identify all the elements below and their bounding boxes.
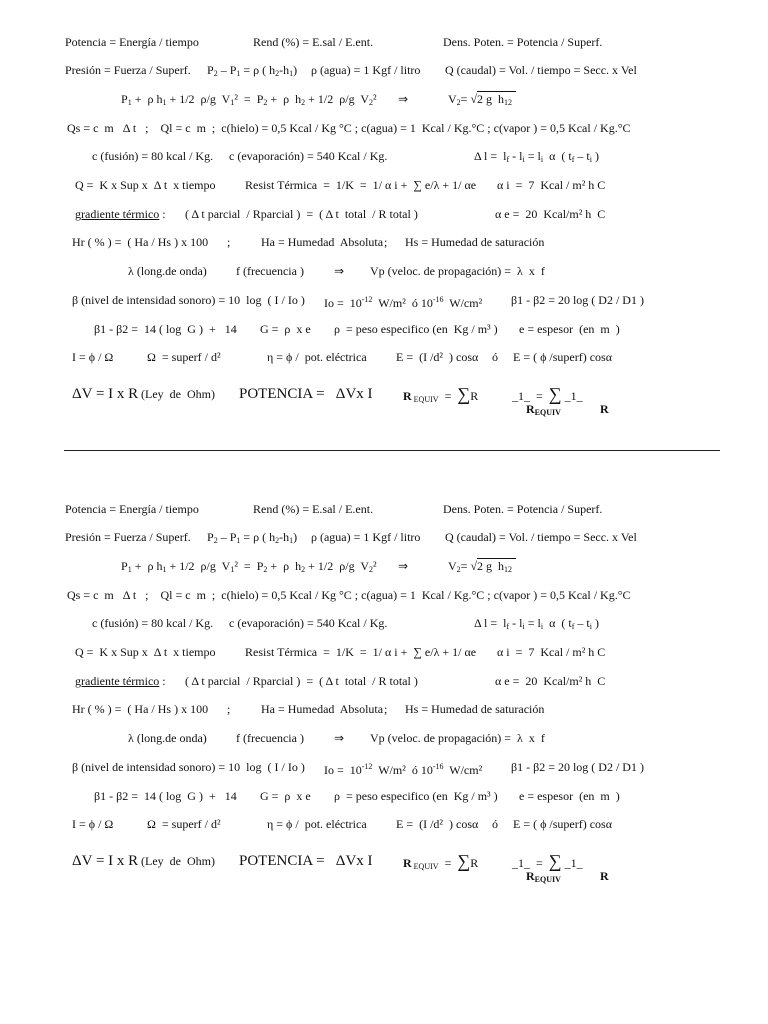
formula-rendimiento-luminoso: η = ϕ / pot. eléctrica: [267, 817, 367, 831]
formula-intensidad-referencia: [324, 759, 482, 778]
implies-arrow-icon: ⇒: [398, 559, 409, 573]
formula-peso-especifico: ρ = peso especifico (en Kg / m³ ): [334, 789, 498, 803]
denominador-r: R: [600, 869, 609, 883]
formula-rendimiento-luminoso: η = ϕ / pot. eléctrica: [267, 350, 367, 364]
formula-torricelli: [448, 91, 516, 111]
formula-presion: Presión = Fuerza / Superf.: [65, 63, 191, 77]
formula-text: 2: [213, 536, 218, 545]
formula-text: ): [293, 530, 298, 544]
formula-ley-ohm: ΔV = I x R: [72, 386, 139, 402]
formula-nivel-sonoro: β (nivel de intensidad sonoro) = 10 log ( I / Io ): [72, 760, 305, 774]
formula-angulo-solido: Ω = superf / d²: [147, 350, 221, 364]
separator: ;: [227, 235, 231, 249]
formula-line-11: [0, 321, 768, 337]
denominador-requiv: [526, 402, 561, 417]
formula-text: _1_ =: [512, 389, 549, 403]
formula-text: =: [438, 389, 458, 403]
formula-text: 1: [230, 565, 235, 574]
formula-text: - l: [509, 149, 523, 163]
formula-text: = √: [460, 559, 478, 573]
denominador-requiv: [526, 869, 561, 884]
formula-resistencia-serie: [403, 851, 478, 877]
formula-iluminancia: E = (I /d² ) cosα: [396, 817, 479, 831]
formula-line-11: [0, 788, 768, 804]
formula-text: i: [522, 155, 525, 164]
formula-text: 2: [456, 565, 461, 574]
formula-text: 2: [275, 69, 280, 78]
formula-alfa-e: α e = 20 Kcal/m² h C: [495, 674, 606, 688]
formula-gradiente: ( Δ t parcial / Rparcial ) = ( Δ t total / R total ): [185, 207, 418, 221]
formula-potencia: Potencia = Energía / tiempo: [65, 502, 199, 516]
formula-text: gradiente térmico: [75, 674, 160, 688]
formula-masa-superficial: G = ρ x e: [260, 789, 311, 803]
formula-text: -h: [279, 530, 290, 544]
formula-text: ² = P: [234, 559, 264, 573]
formula-text: 1: [162, 98, 167, 107]
formula-text: ∑: [548, 384, 562, 404]
formula-text: 2 g h: [477, 559, 505, 573]
formula-text: + 1/2 ρ/g V: [305, 92, 370, 106]
formula-text: 2: [369, 98, 374, 107]
formula-text: P: [121, 92, 128, 106]
formula-text: W/cm²: [443, 296, 483, 310]
formula-humedad-absoluta: Ha = Humedad Absoluta: [261, 235, 384, 249]
formula-longitud-onda: λ (long.de onda): [128, 731, 207, 745]
formula-iluminancia-flujo: E = ( ϕ /superf) cosα: [513, 350, 613, 364]
formula-line-5: [0, 615, 768, 631]
formula-text: i: [522, 622, 525, 631]
formula-text: :: [159, 207, 166, 221]
formula-humedad-saturacion: Hs = Humedad de saturación: [405, 235, 545, 249]
formula-espesor: e = espesor (en m ): [519, 789, 620, 803]
formula-line-1: [0, 34, 768, 50]
formula-intensidad-luminosa: I = ϕ / Ω: [72, 350, 114, 364]
formula-aislamiento: β1 - β2 = 14 ( log G ) + 14: [94, 322, 237, 336]
formula-line-9: [0, 263, 768, 279]
formula-text: W/m² ó 10: [372, 763, 433, 777]
formula-text: 2: [263, 98, 268, 107]
formula-calor-fusion: c (fusión) = 80 kcal / Kg.: [92, 616, 214, 630]
formula-text: = ρ ( h: [240, 530, 276, 544]
formula-text: f: [571, 622, 575, 631]
formula-bernoulli: [121, 558, 377, 578]
formula-text: W/m² ó 10: [372, 296, 433, 310]
formula-text: + ρ h: [267, 92, 302, 106]
formula-text: P: [207, 63, 214, 77]
formula-frecuencia: f (frecuencia ): [236, 264, 304, 278]
formula-line-10: [0, 292, 768, 308]
formula-text: V: [448, 92, 457, 106]
formula-text: f: [506, 622, 510, 631]
formula-text: - l: [509, 616, 523, 630]
formula-humedad-relativa: Hr ( % ) = ( Ha / Hs ) x 100: [72, 702, 209, 716]
formula-resistencia-termica: Resist Térmica = 1/K = 1/ α i + ∑ e/λ + 1/ αe: [245, 178, 477, 192]
formula-espesor: e = espesor (en m ): [519, 322, 620, 336]
formula-alfa-i: α i = 7 Kcal / m² h C: [497, 178, 606, 192]
separator: ;: [227, 702, 231, 716]
formula-line-3: [0, 91, 768, 107]
formula-text: _1_ =: [512, 856, 549, 870]
formula-conduccion: Q = K x Sup x Δ t x tiempo: [75, 178, 216, 192]
formula-text: ): [591, 616, 599, 630]
formula-line-6: [0, 644, 768, 660]
formula-text: + 1/2 ρ/g V: [166, 92, 231, 106]
formula-text: Io = 10: [324, 296, 362, 310]
formula-text: 2: [301, 565, 306, 574]
gradiente-termico-label: [75, 206, 166, 222]
formula-text: -12: [361, 295, 373, 304]
formula-text: 2: [263, 565, 268, 574]
formula-text: 12: [504, 565, 513, 574]
formula-humedad-absoluta: Ha = Humedad Absoluta: [261, 702, 384, 716]
formula-text: ∑: [457, 851, 471, 871]
formula-alfa-i: α i = 7 Kcal / m² h C: [497, 645, 606, 659]
formula-text: 2: [301, 98, 306, 107]
formula-densidad-agua: ρ (agua) = 1 Kgf / litro: [311, 63, 421, 77]
formula-ley-ohm-label: (Ley de Ohm): [141, 854, 215, 868]
formula-line-2: [0, 529, 768, 545]
formula-line-8: [0, 234, 768, 250]
formula-calor: Qs = c m Δ t ; Ql = c m ; c(hielo) = 0,5 Kcal / Kg °C ; c(agua) = 1 Kcal / Kg.°C ; c(vapor ) = 0,5 Kcal / Kg.°C: [67, 121, 631, 135]
formula-masa-superficial: G = ρ x e: [260, 322, 311, 336]
formula-conduccion: Q = K x Sup x Δ t x tiempo: [75, 645, 216, 659]
formula-text: + ρ h: [267, 559, 302, 573]
formula-intensidad-referencia: [324, 292, 482, 311]
formula-text: gradiente térmico: [75, 207, 160, 221]
formula-line-12: [0, 816, 768, 832]
formula-text: ): [293, 63, 298, 77]
formula-humedad-relativa: Hr ( % ) = ( Ha / Hs ) x 100: [72, 235, 209, 249]
formula-calor: Qs = c m Δ t ; Ql = c m ; c(hielo) = 0,5 Kcal / Kg °C ; c(agua) = 1 Kcal / Kg.°C ; c(vapor ) = 0,5 Kcal / Kg.°C: [67, 588, 631, 602]
formula-text: 2: [456, 98, 461, 107]
formula-text: ² = P: [234, 92, 264, 106]
formula-text: + ρ h: [131, 92, 163, 106]
formula-iluminancia: E = (I /d² ) cosα: [396, 350, 479, 364]
formula-line-12: [0, 349, 768, 365]
formula-text: i: [540, 155, 544, 164]
formula-text: = ρ ( h: [240, 63, 276, 77]
formula-text: R: [403, 389, 412, 403]
formula-text: f: [506, 155, 510, 164]
formula-longitud-onda: λ (long.de onda): [128, 264, 207, 278]
formula-line-4: [0, 120, 768, 136]
formula-gradiente: ( Δ t parcial / Rparcial ) = ( Δ t total / R total ): [185, 674, 418, 688]
formula-text: Δ l = l: [474, 616, 507, 630]
implies-arrow-icon: ⇒: [334, 731, 345, 745]
formula-text: + ρ h: [131, 559, 163, 573]
formula-densidad-agua: ρ (agua) = 1 Kgf / litro: [311, 530, 421, 544]
formula-text: i: [589, 155, 592, 164]
formula-humedad-saturacion: Hs = Humedad de saturación: [405, 702, 545, 716]
formula-line-2: [0, 62, 768, 78]
formula-resistencia-termica: Resist Térmica = 1/K = 1/ α i + ∑ e/λ + 1/ αe: [245, 645, 477, 659]
formula-line-13: [0, 384, 768, 404]
formula-text: ∑: [548, 851, 562, 871]
formula-text: P: [207, 530, 214, 544]
formula-text: Δ l = l: [474, 149, 507, 163]
connector-o: ó: [492, 350, 498, 364]
formula-text: :: [159, 674, 166, 688]
formula-text: -16: [432, 295, 444, 304]
formula-calor-fusion: c (fusión) = 80 kcal / Kg.: [92, 149, 214, 163]
formula-line-6: [0, 177, 768, 193]
formula-text: =: [438, 856, 458, 870]
formula-text: EQUIV: [411, 862, 439, 871]
formula-text: 1: [236, 69, 241, 78]
formula-text: ∑: [457, 384, 471, 404]
formula-velocidad-propagacion: Vp (veloc. de propagación) = λ x f: [370, 731, 545, 745]
formula-resistencia-serie: [403, 384, 478, 410]
formula-potencia-electrica: POTENCIA = ΔVx I: [239, 853, 373, 869]
formula-text: 1: [162, 565, 167, 574]
formula-text: 1: [230, 98, 235, 107]
formula-iluminancia-flujo: E = ( ϕ /superf) cosα: [513, 817, 613, 831]
formula-line-7: [0, 673, 768, 689]
formula-text: R: [526, 869, 535, 883]
implies-arrow-icon: ⇒: [398, 92, 409, 106]
formula-text: + 1/2 ρ/g V: [305, 559, 370, 573]
formula-rendimiento: Rend (%) = E.sal / E.ent.: [253, 35, 374, 49]
formula-text: _1_: [561, 389, 583, 403]
formula-diferencia-presion: [207, 62, 297, 82]
formula-text: P: [121, 559, 128, 573]
formula-ley-ohm-label: (Ley de Ohm): [141, 387, 215, 401]
formula-text: 1: [289, 536, 294, 545]
formula-dilatacion: [474, 148, 599, 168]
formula-potencia-electrica: POTENCIA = ΔVx I: [239, 386, 373, 402]
formula-calor-evaporacion: c (evaporación) = 540 Kcal / Kg.: [229, 149, 388, 163]
formula-text: EQUIV: [411, 395, 439, 404]
formula-line-5: [0, 148, 768, 164]
formula-line-9: [0, 730, 768, 746]
formula-densidad-potencia: Dens. Poten. = Potencia / Superf.: [443, 35, 603, 49]
formula-line-4: [0, 587, 768, 603]
formula-text: – t: [574, 149, 590, 163]
formula-text: – P: [217, 530, 237, 544]
formula-densidad-potencia: Dens. Poten. = Potencia / Superf.: [443, 502, 603, 516]
gradiente-termico-label: [75, 673, 166, 689]
formula-text: f: [571, 155, 575, 164]
formula-alfa-e: α e = 20 Kcal/m² h C: [495, 207, 606, 221]
formula-text: Io = 10: [324, 763, 362, 777]
formula-text: R: [470, 389, 479, 403]
formula-text: ): [591, 149, 599, 163]
formula-text: – P: [217, 63, 237, 77]
formula-potencia: Potencia = Energía / tiempo: [65, 35, 199, 49]
formula-text: W/cm²: [443, 763, 483, 777]
formula-bernoulli: [121, 91, 377, 111]
formula-ley-ohm: ΔV = I x R: [72, 853, 139, 869]
formula-angulo-solido: Ω = superf / d²: [147, 817, 221, 831]
separator: ;: [384, 235, 388, 249]
connector-o: ó: [492, 817, 498, 831]
formula-line-10: [0, 759, 768, 775]
formula-text: ²: [373, 559, 377, 573]
implies-arrow-icon: ⇒: [334, 264, 345, 278]
formula-line-1: [0, 501, 768, 517]
formula-text: + 1/2 ρ/g V: [166, 559, 231, 573]
formula-dilatacion: [474, 615, 599, 635]
formula-text: α ( t: [543, 616, 572, 630]
formula-text: -16: [432, 762, 444, 771]
formula-diferencia-niveles: β1 - β2 = 20 log ( D2 / D1 ): [511, 760, 644, 774]
formula-aislamiento: β1 - β2 = 14 ( log G ) + 14: [94, 789, 237, 803]
formula-caudal: Q (caudal) = Vol. / tiempo = Secc. x Vel: [445, 530, 637, 544]
formula-line-13: [0, 851, 768, 871]
formula-text: 1: [236, 536, 241, 545]
formula-text: 2: [213, 69, 218, 78]
formula-rendimiento: Rend (%) = E.sal / E.ent.: [253, 502, 374, 516]
formula-line-8: [0, 701, 768, 717]
formula-text: 2: [369, 565, 374, 574]
formula-text: = l: [524, 616, 541, 630]
section-divider: [64, 450, 720, 451]
formula-text: 2: [275, 536, 280, 545]
formula-velocidad-propagacion: Vp (veloc. de propagación) = λ x f: [370, 264, 545, 278]
formula-text: – t: [574, 616, 590, 630]
denominador-r: R: [600, 402, 609, 416]
formula-diferencia-presion: [207, 529, 297, 549]
formula-text: 2 g h: [477, 92, 505, 106]
formula-line-3: [0, 558, 768, 574]
formula-text: _1_: [561, 856, 583, 870]
formula-text: 1: [289, 69, 294, 78]
formula-frecuencia: f (frecuencia ): [236, 731, 304, 745]
formula-caudal: Q (caudal) = Vol. / tiempo = Secc. x Vel: [445, 63, 637, 77]
formula-text: ²: [373, 92, 377, 106]
formula-sheet-bottom: [0, 467, 768, 887]
formula-diferencia-niveles: β1 - β2 = 20 log ( D2 / D1 ): [511, 293, 644, 307]
formula-text: 12: [504, 98, 513, 107]
formula-text: R: [470, 856, 479, 870]
formula-text: R: [403, 856, 412, 870]
formula-text: α ( t: [543, 149, 572, 163]
formula-text: 1: [127, 98, 132, 107]
formula-text: V: [448, 559, 457, 573]
formula-text: -12: [361, 762, 373, 771]
formula-text: EQUIV: [534, 875, 561, 884]
formula-line-7: [0, 206, 768, 222]
formula-text: i: [589, 622, 592, 631]
formula-text: R: [526, 402, 535, 416]
formula-presion: Presión = Fuerza / Superf.: [65, 530, 191, 544]
formula-calor-evaporacion: c (evaporación) = 540 Kcal / Kg.: [229, 616, 388, 630]
formula-text: = √: [460, 92, 478, 106]
formula-text: i: [540, 622, 544, 631]
formula-text: EQUIV: [534, 408, 561, 417]
formula-intensidad-luminosa: I = ϕ / Ω: [72, 817, 114, 831]
separator: ;: [384, 702, 388, 716]
formula-nivel-sonoro: β (nivel de intensidad sonoro) = 10 log ( I / Io ): [72, 293, 305, 307]
formula-torricelli: [448, 558, 516, 578]
formula-sheet-top: [0, 0, 768, 420]
formula-text: = l: [524, 149, 541, 163]
formula-text: -h: [279, 63, 290, 77]
formula-peso-especifico: ρ = peso especifico (en Kg / m³ ): [334, 322, 498, 336]
formula-text: 1: [127, 565, 132, 574]
